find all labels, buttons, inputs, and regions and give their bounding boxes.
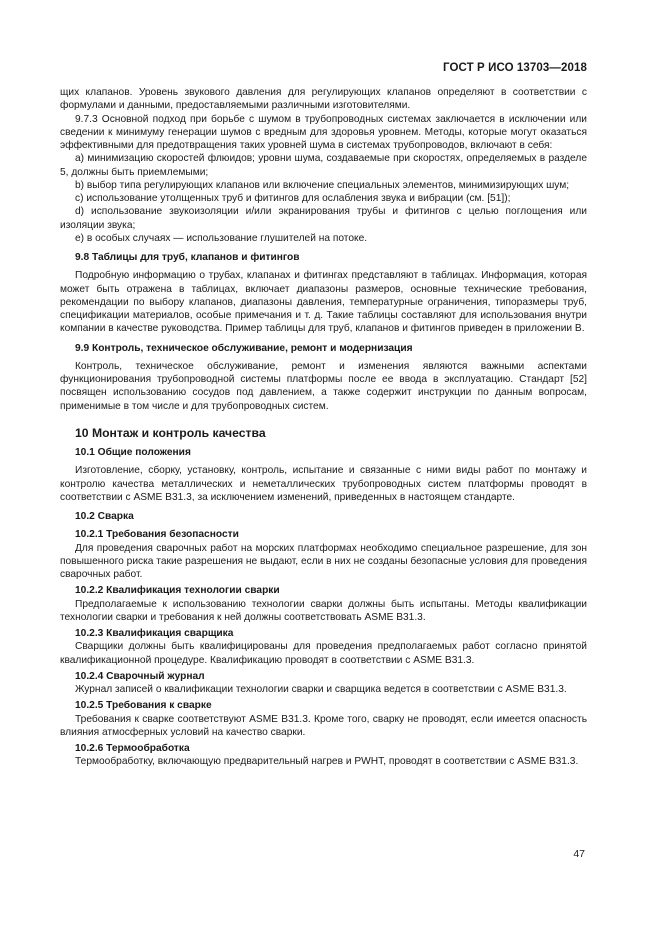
paragraph: Термообработку, включающую предварительный нагрев и PWHT, проводят в соответствии с ASME B31.3. [75,756,579,768]
list-item: а) минимизацию скоростей флюидов; уровни шума, создаваемые при скоростях, определяемых в разделе 5, должны быть приемлемыми; [60,153,587,178]
section-heading-9-8: 9.8 Таблицы для труб, клапанов и фитингов [75,252,300,263]
paragraph: Журнал записей о квалификации технологии сварки и сварщика ведется в соответствии с ASME B31.3. [75,684,567,695]
subsection-heading-10-2-2: 10.2.2 Квалификация технологии сварки [75,585,280,597]
paragraph: Для проведения сварочных работ на морских платформах необходимо специальное разрешение, для зон повышенного риска такие разрешения не выдают, если в них не созданы безопасные условия для проведения сварочных работ. [60,542,587,580]
list-item: е) в особых случаях — использование глушителей на потоке. [75,232,368,244]
document-header: ГОСТ Р ИСО 13703—2018 [442,62,587,74]
section-heading-9-9: 9.9 Контроль, техническое обслуживание, ремонт и модернизация [75,342,413,354]
paragraph: щих клапанов. Уровень звукового давления для регулирующих клапанов определяют в соответствии с формулами и данными, предоставляемыми различными изготовителями. [60,87,587,112]
list-item: с) использование утолщенных труб и фитингов для ослабления звука и вибрации (см. [51]); [75,193,511,204]
paragraph: Контроль, техническое обслуживание, ремонт и изменения являются важными аспектами функционирования трубопроводной системы платформы после ее ввода в эксплуатацию. Стандарт [52] посвящен использованию сосудов под давлением, а также содержит инструкции по данным вопросам, применимые в том числе и для трубопроводных систем. [60,360,587,412]
subsection-heading-10-2-3: 10.2.3 Квалификация сварщика [75,628,234,639]
list-item: b) выбор типа регулирующих клапанов или включение специальных элементов, минимизирующих шум; [75,179,570,191]
paragraph: Изготовление, сборку, установку, контроль, испытание и связанные с ними виды работ по монтажу и контролю качества металлических и неметаллических трубопроводных систем платформы проводят в соответствии с ASME B31.3, за исключением изменений, приведенных в настоящем стандарте. [60,465,587,503]
list-item: d) использование звукоизоляции и/или экранирования трубы и фитингов с целью поглощения или изоляции звука; [60,206,587,231]
paragraph: 9.7.3 Основной подход при борьбе с шумом в трубопроводных системах заключается в исключении или сведении к минимуму генерации шумов с вредным для здоровья уровнем. Методы, которые могут оказаться эффективными для предотвращения таких уровней шума в системах трубопроводов, включают в себя: [60,113,587,151]
section-heading-10-2: 10.2 Сварка [75,511,134,522]
paragraph: Подробную информацию о трубах, клапанах и фитингах представляют в таблицах. Информация, которая может быть отражена в таблицах, включает диапазоны размеров, основные технические требования, рекомендации по выбору клапанов, диапазоны давления, температурные ограничения, типоразмеры труб, спецификации материалов, особые примечания и т. д. Такие таблицы составляют для использования внутри компании в качестве руководства. Пример таблицы для труб, клапанов и фитингов приведен в приложении В. [60,270,587,335]
subsection-heading-10-2-1: 10.2.1 Требования безопасности [75,529,239,541]
paragraph: Сварщики должны быть квалифицированы для проведения предполагаемых работ согласно принятой квалификационной процедуре. Квалификацию проводят в соответствии с ASME B31.3. [60,641,587,666]
paragraph: Требования к сварке соответствуют ASME B31.3. Кроме того, сварку не проводят, если имеется опасность влияния атмосферных условий на качество сварки. [60,713,587,738]
subsection-heading-10-2-5: 10.2.5 Требования к сварке [75,700,212,712]
section-heading-10-1: 10.1 Общие положения [75,447,191,458]
page-content [60,86,587,769]
paragraph: Предполагаемые к использованию технологии сварки должны быть испытаны. Методы квалификации технологии сварки и требования к ней должны соответствовать ASME B31.3. [60,598,587,623]
subsection-heading-10-2-4: 10.2.4 Сварочный журнал [75,670,205,682]
page-number: 47 [573,848,585,860]
chapter-heading-10: 10 Монтаж и контроль качества [75,425,266,440]
subsection-heading-10-2-6: 10.2.6 Термообработка [75,743,190,754]
